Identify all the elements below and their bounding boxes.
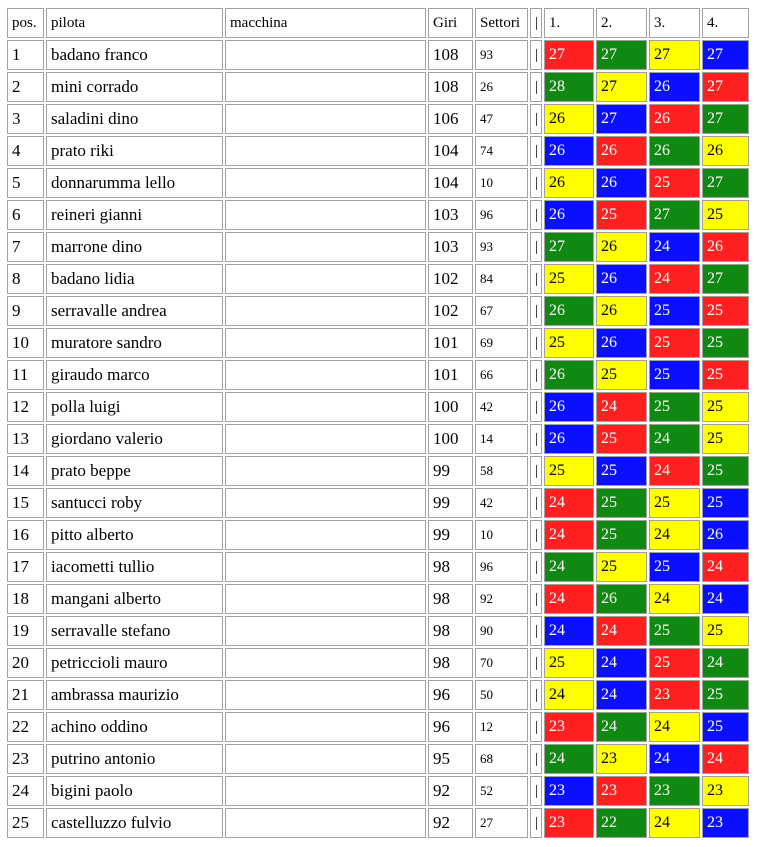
header-lane-1: 1. bbox=[544, 8, 594, 38]
laps-cell: 92 bbox=[428, 776, 473, 806]
lane-2-cell: 25 bbox=[596, 200, 647, 230]
separator-cell: | bbox=[530, 72, 542, 102]
results-body bbox=[7, 40, 749, 838]
table-row bbox=[7, 392, 749, 422]
pos-cell: 5 bbox=[7, 168, 44, 198]
lane-4-cell: 27 bbox=[702, 168, 749, 198]
lane-2-cell: 25 bbox=[596, 488, 647, 518]
table-row bbox=[7, 488, 749, 518]
lane-1-cell: 24 bbox=[544, 584, 594, 614]
lane-1-cell: 24 bbox=[544, 616, 594, 646]
car-cell bbox=[225, 488, 426, 518]
lane-4-cell: 25 bbox=[702, 488, 749, 518]
lane-2-cell: 24 bbox=[596, 712, 647, 742]
separator-cell: | bbox=[530, 360, 542, 390]
driver-name: bigini paolo bbox=[46, 776, 223, 806]
lane-1-cell: 23 bbox=[544, 712, 594, 742]
laps-cell: 92 bbox=[428, 808, 473, 838]
laps-cell: 96 bbox=[428, 680, 473, 710]
lane-4-cell: 25 bbox=[702, 392, 749, 422]
laps-cell: 100 bbox=[428, 424, 473, 454]
results-table bbox=[5, 6, 751, 840]
header-separator: | bbox=[530, 8, 542, 38]
header-pilota: pilota bbox=[46, 8, 223, 38]
header-pos: pos. bbox=[7, 8, 44, 38]
laps-cell: 102 bbox=[428, 296, 473, 326]
table-row bbox=[7, 712, 749, 742]
car-cell bbox=[225, 392, 426, 422]
lane-1-cell: 26 bbox=[544, 200, 594, 230]
pos-cell: 22 bbox=[7, 712, 44, 742]
lane-1-cell: 27 bbox=[544, 232, 594, 262]
pos-cell: 21 bbox=[7, 680, 44, 710]
table-row bbox=[7, 72, 749, 102]
driver-name: giordano valerio bbox=[46, 424, 223, 454]
driver-name: polla luigi bbox=[46, 392, 223, 422]
pos-cell: 16 bbox=[7, 520, 44, 550]
lane-3-cell: 26 bbox=[649, 136, 700, 166]
lane-1-cell: 26 bbox=[544, 296, 594, 326]
header-giri: Giri bbox=[428, 8, 473, 38]
laps-cell: 98 bbox=[428, 648, 473, 678]
sectors-cell: 90 bbox=[475, 616, 528, 646]
driver-name: ambrassa maurizio bbox=[46, 680, 223, 710]
lane-3-cell: 24 bbox=[649, 232, 700, 262]
laps-cell: 101 bbox=[428, 328, 473, 358]
table-row bbox=[7, 584, 749, 614]
lane-1-cell: 25 bbox=[544, 328, 594, 358]
driver-name: pitto alberto bbox=[46, 520, 223, 550]
car-cell bbox=[225, 584, 426, 614]
separator-cell: | bbox=[530, 264, 542, 294]
lane-4-cell: 24 bbox=[702, 744, 749, 774]
lane-2-cell: 25 bbox=[596, 456, 647, 486]
laps-cell: 98 bbox=[428, 616, 473, 646]
lane-1-cell: 26 bbox=[544, 104, 594, 134]
lane-3-cell: 24 bbox=[649, 520, 700, 550]
laps-cell: 108 bbox=[428, 40, 473, 70]
lane-2-cell: 25 bbox=[596, 360, 647, 390]
lane-1-cell: 26 bbox=[544, 136, 594, 166]
pos-cell: 4 bbox=[7, 136, 44, 166]
lane-1-cell: 27 bbox=[544, 40, 594, 70]
car-cell bbox=[225, 776, 426, 806]
pos-cell: 14 bbox=[7, 456, 44, 486]
separator-cell: | bbox=[530, 584, 542, 614]
lane-3-cell: 24 bbox=[649, 744, 700, 774]
lane-2-cell: 23 bbox=[596, 744, 647, 774]
lane-3-cell: 26 bbox=[649, 72, 700, 102]
lane-3-cell: 25 bbox=[649, 552, 700, 582]
lane-3-cell: 25 bbox=[649, 616, 700, 646]
lane-4-cell: 23 bbox=[702, 808, 749, 838]
lane-1-cell: 23 bbox=[544, 808, 594, 838]
lane-3-cell: 25 bbox=[649, 328, 700, 358]
lane-4-cell: 24 bbox=[702, 584, 749, 614]
table-row bbox=[7, 264, 749, 294]
car-cell bbox=[225, 72, 426, 102]
driver-name: serravalle andrea bbox=[46, 296, 223, 326]
pos-cell: 6 bbox=[7, 200, 44, 230]
car-cell bbox=[225, 104, 426, 134]
car-cell bbox=[225, 424, 426, 454]
laps-cell: 106 bbox=[428, 104, 473, 134]
driver-name: iacometti tullio bbox=[46, 552, 223, 582]
sectors-cell: 42 bbox=[475, 392, 528, 422]
pos-cell: 11 bbox=[7, 360, 44, 390]
table-row bbox=[7, 520, 749, 550]
sectors-cell: 96 bbox=[475, 200, 528, 230]
sectors-cell: 12 bbox=[475, 712, 528, 742]
driver-name: muratore sandro bbox=[46, 328, 223, 358]
separator-cell: | bbox=[530, 168, 542, 198]
table-row bbox=[7, 104, 749, 134]
pos-cell: 24 bbox=[7, 776, 44, 806]
header-macchina: macchina bbox=[225, 8, 426, 38]
car-cell bbox=[225, 296, 426, 326]
lane-3-cell: 25 bbox=[649, 648, 700, 678]
driver-name: serravalle stefano bbox=[46, 616, 223, 646]
car-cell bbox=[225, 808, 426, 838]
lane-4-cell: 25 bbox=[702, 360, 749, 390]
header-settori: Settori bbox=[475, 8, 528, 38]
separator-cell: | bbox=[530, 680, 542, 710]
lane-3-cell: 24 bbox=[649, 808, 700, 838]
table-row bbox=[7, 328, 749, 358]
lane-2-cell: 25 bbox=[596, 424, 647, 454]
table-row bbox=[7, 552, 749, 582]
laps-cell: 103 bbox=[428, 232, 473, 262]
car-cell bbox=[225, 648, 426, 678]
table-row bbox=[7, 456, 749, 486]
separator-cell: | bbox=[530, 296, 542, 326]
separator-cell: | bbox=[530, 104, 542, 134]
lane-3-cell: 24 bbox=[649, 424, 700, 454]
driver-name: marrone dino bbox=[46, 232, 223, 262]
car-cell bbox=[225, 712, 426, 742]
sectors-cell: 66 bbox=[475, 360, 528, 390]
car-cell bbox=[225, 264, 426, 294]
header-lane-3: 3. bbox=[649, 8, 700, 38]
lane-2-cell: 22 bbox=[596, 808, 647, 838]
lane-3-cell: 27 bbox=[649, 40, 700, 70]
sectors-cell: 42 bbox=[475, 488, 528, 518]
lane-4-cell: 27 bbox=[702, 104, 749, 134]
sectors-cell: 68 bbox=[475, 744, 528, 774]
separator-cell: | bbox=[530, 776, 542, 806]
lane-4-cell: 23 bbox=[702, 776, 749, 806]
laps-cell: 99 bbox=[428, 456, 473, 486]
separator-cell: | bbox=[530, 456, 542, 486]
lane-4-cell: 27 bbox=[702, 40, 749, 70]
lane-4-cell: 26 bbox=[702, 136, 749, 166]
laps-cell: 104 bbox=[428, 136, 473, 166]
car-cell bbox=[225, 360, 426, 390]
sectors-cell: 10 bbox=[475, 520, 528, 550]
lane-2-cell: 26 bbox=[596, 584, 647, 614]
pos-cell: 18 bbox=[7, 584, 44, 614]
table-row bbox=[7, 40, 749, 70]
table-row bbox=[7, 136, 749, 166]
table-row bbox=[7, 424, 749, 454]
sectors-cell: 93 bbox=[475, 40, 528, 70]
lane-4-cell: 24 bbox=[702, 552, 749, 582]
lane-3-cell: 27 bbox=[649, 200, 700, 230]
lane-4-cell: 26 bbox=[702, 520, 749, 550]
table-row bbox=[7, 680, 749, 710]
laps-cell: 99 bbox=[428, 520, 473, 550]
sectors-cell: 58 bbox=[475, 456, 528, 486]
lane-1-cell: 24 bbox=[544, 520, 594, 550]
lane-4-cell: 24 bbox=[702, 648, 749, 678]
lane-2-cell: 27 bbox=[596, 40, 647, 70]
car-cell bbox=[225, 136, 426, 166]
sectors-cell: 67 bbox=[475, 296, 528, 326]
table-row bbox=[7, 776, 749, 806]
separator-cell: | bbox=[530, 200, 542, 230]
lane-1-cell: 25 bbox=[544, 648, 594, 678]
lane-2-cell: 24 bbox=[596, 616, 647, 646]
lane-4-cell: 25 bbox=[702, 456, 749, 486]
lane-3-cell: 25 bbox=[649, 296, 700, 326]
lane-4-cell: 25 bbox=[702, 200, 749, 230]
lane-4-cell: 25 bbox=[702, 712, 749, 742]
pos-cell: 20 bbox=[7, 648, 44, 678]
pos-cell: 9 bbox=[7, 296, 44, 326]
lane-2-cell: 26 bbox=[596, 328, 647, 358]
lane-4-cell: 25 bbox=[702, 680, 749, 710]
lane-2-cell: 24 bbox=[596, 680, 647, 710]
lane-2-cell: 26 bbox=[596, 232, 647, 262]
lane-2-cell: 27 bbox=[596, 104, 647, 134]
lane-3-cell: 23 bbox=[649, 680, 700, 710]
lane-1-cell: 24 bbox=[544, 488, 594, 518]
separator-cell: | bbox=[530, 232, 542, 262]
pos-cell: 10 bbox=[7, 328, 44, 358]
laps-cell: 100 bbox=[428, 392, 473, 422]
driver-name: petriccioli mauro bbox=[46, 648, 223, 678]
pos-cell: 15 bbox=[7, 488, 44, 518]
laps-cell: 95 bbox=[428, 744, 473, 774]
sectors-cell: 93 bbox=[475, 232, 528, 262]
lane-1-cell: 24 bbox=[544, 552, 594, 582]
header-lane-4: 4. bbox=[702, 8, 749, 38]
lane-1-cell: 23 bbox=[544, 776, 594, 806]
lane-4-cell: 25 bbox=[702, 424, 749, 454]
driver-name: prato beppe bbox=[46, 456, 223, 486]
pos-cell: 13 bbox=[7, 424, 44, 454]
lane-3-cell: 25 bbox=[649, 392, 700, 422]
table-row bbox=[7, 168, 749, 198]
sectors-cell: 14 bbox=[475, 424, 528, 454]
lane-1-cell: 24 bbox=[544, 680, 594, 710]
lane-2-cell: 23 bbox=[596, 776, 647, 806]
lane-2-cell: 26 bbox=[596, 264, 647, 294]
pos-cell: 25 bbox=[7, 808, 44, 838]
driver-name: badano franco bbox=[46, 40, 223, 70]
car-cell bbox=[225, 552, 426, 582]
sectors-cell: 10 bbox=[475, 168, 528, 198]
car-cell bbox=[225, 232, 426, 262]
sectors-cell: 47 bbox=[475, 104, 528, 134]
table-row bbox=[7, 616, 749, 646]
sectors-cell: 52 bbox=[475, 776, 528, 806]
driver-name: reineri gianni bbox=[46, 200, 223, 230]
separator-cell: | bbox=[530, 552, 542, 582]
pos-cell: 7 bbox=[7, 232, 44, 262]
laps-cell: 99 bbox=[428, 488, 473, 518]
laps-cell: 98 bbox=[428, 552, 473, 582]
lane-3-cell: 24 bbox=[649, 264, 700, 294]
sectors-cell: 84 bbox=[475, 264, 528, 294]
laps-cell: 102 bbox=[428, 264, 473, 294]
car-cell bbox=[225, 200, 426, 230]
car-cell bbox=[225, 168, 426, 198]
lane-3-cell: 25 bbox=[649, 360, 700, 390]
lane-3-cell: 24 bbox=[649, 712, 700, 742]
driver-name: mangani alberto bbox=[46, 584, 223, 614]
driver-name: prato riki bbox=[46, 136, 223, 166]
lane-1-cell: 28 bbox=[544, 72, 594, 102]
lane-1-cell: 24 bbox=[544, 744, 594, 774]
table-row bbox=[7, 200, 749, 230]
table-row bbox=[7, 648, 749, 678]
sectors-cell: 74 bbox=[475, 136, 528, 166]
separator-cell: | bbox=[530, 40, 542, 70]
car-cell bbox=[225, 328, 426, 358]
table-row bbox=[7, 808, 749, 838]
sectors-cell: 26 bbox=[475, 72, 528, 102]
driver-name: badano lidia bbox=[46, 264, 223, 294]
lane-4-cell: 25 bbox=[702, 616, 749, 646]
lane-2-cell: 26 bbox=[596, 296, 647, 326]
car-cell bbox=[225, 40, 426, 70]
driver-name: santucci roby bbox=[46, 488, 223, 518]
separator-cell: | bbox=[530, 392, 542, 422]
driver-name: castelluzzo fulvio bbox=[46, 808, 223, 838]
laps-cell: 101 bbox=[428, 360, 473, 390]
car-cell bbox=[225, 520, 426, 550]
lane-1-cell: 26 bbox=[544, 168, 594, 198]
laps-cell: 103 bbox=[428, 200, 473, 230]
sectors-cell: 27 bbox=[475, 808, 528, 838]
driver-name: putrino antonio bbox=[46, 744, 223, 774]
pos-cell: 12 bbox=[7, 392, 44, 422]
laps-cell: 104 bbox=[428, 168, 473, 198]
lane-2-cell: 26 bbox=[596, 168, 647, 198]
header-row bbox=[7, 8, 749, 38]
table-row bbox=[7, 232, 749, 262]
lane-2-cell: 25 bbox=[596, 552, 647, 582]
car-cell bbox=[225, 456, 426, 486]
separator-cell: | bbox=[530, 520, 542, 550]
car-cell bbox=[225, 680, 426, 710]
lane-4-cell: 27 bbox=[702, 72, 749, 102]
separator-cell: | bbox=[530, 616, 542, 646]
laps-cell: 108 bbox=[428, 72, 473, 102]
separator-cell: | bbox=[530, 424, 542, 454]
laps-cell: 98 bbox=[428, 584, 473, 614]
lane-4-cell: 25 bbox=[702, 328, 749, 358]
lane-4-cell: 25 bbox=[702, 296, 749, 326]
lane-1-cell: 26 bbox=[544, 360, 594, 390]
lane-2-cell: 24 bbox=[596, 648, 647, 678]
sectors-cell: 70 bbox=[475, 648, 528, 678]
car-cell bbox=[225, 616, 426, 646]
lane-1-cell: 26 bbox=[544, 424, 594, 454]
sectors-cell: 50 bbox=[475, 680, 528, 710]
pos-cell: 17 bbox=[7, 552, 44, 582]
car-cell bbox=[225, 744, 426, 774]
pos-cell: 1 bbox=[7, 40, 44, 70]
lane-3-cell: 26 bbox=[649, 104, 700, 134]
lane-2-cell: 24 bbox=[596, 392, 647, 422]
pos-cell: 8 bbox=[7, 264, 44, 294]
separator-cell: | bbox=[530, 328, 542, 358]
pos-cell: 2 bbox=[7, 72, 44, 102]
lane-2-cell: 25 bbox=[596, 520, 647, 550]
separator-cell: | bbox=[530, 808, 542, 838]
lane-3-cell: 25 bbox=[649, 488, 700, 518]
driver-name: giraudo marco bbox=[46, 360, 223, 390]
laps-cell: 96 bbox=[428, 712, 473, 742]
separator-cell: | bbox=[530, 488, 542, 518]
separator-cell: | bbox=[530, 648, 542, 678]
lane-2-cell: 27 bbox=[596, 72, 647, 102]
sectors-cell: 92 bbox=[475, 584, 528, 614]
lane-1-cell: 25 bbox=[544, 264, 594, 294]
driver-name: mini corrado bbox=[46, 72, 223, 102]
lane-1-cell: 25 bbox=[544, 456, 594, 486]
sectors-cell: 69 bbox=[475, 328, 528, 358]
separator-cell: | bbox=[530, 712, 542, 742]
driver-name: donnarumma lello bbox=[46, 168, 223, 198]
pos-cell: 23 bbox=[7, 744, 44, 774]
driver-name: saladini dino bbox=[46, 104, 223, 134]
lane-3-cell: 24 bbox=[649, 456, 700, 486]
sectors-cell: 96 bbox=[475, 552, 528, 582]
separator-cell: | bbox=[530, 136, 542, 166]
table-row bbox=[7, 744, 749, 774]
lane-4-cell: 26 bbox=[702, 232, 749, 262]
lane-3-cell: 24 bbox=[649, 584, 700, 614]
pos-cell: 3 bbox=[7, 104, 44, 134]
lane-3-cell: 23 bbox=[649, 776, 700, 806]
lane-3-cell: 25 bbox=[649, 168, 700, 198]
driver-name: achino oddino bbox=[46, 712, 223, 742]
lane-4-cell: 27 bbox=[702, 264, 749, 294]
table-row bbox=[7, 296, 749, 326]
pos-cell: 19 bbox=[7, 616, 44, 646]
lane-2-cell: 26 bbox=[596, 136, 647, 166]
lane-1-cell: 26 bbox=[544, 392, 594, 422]
separator-cell: | bbox=[530, 744, 542, 774]
table-row bbox=[7, 360, 749, 390]
header-lane-2: 2. bbox=[596, 8, 647, 38]
